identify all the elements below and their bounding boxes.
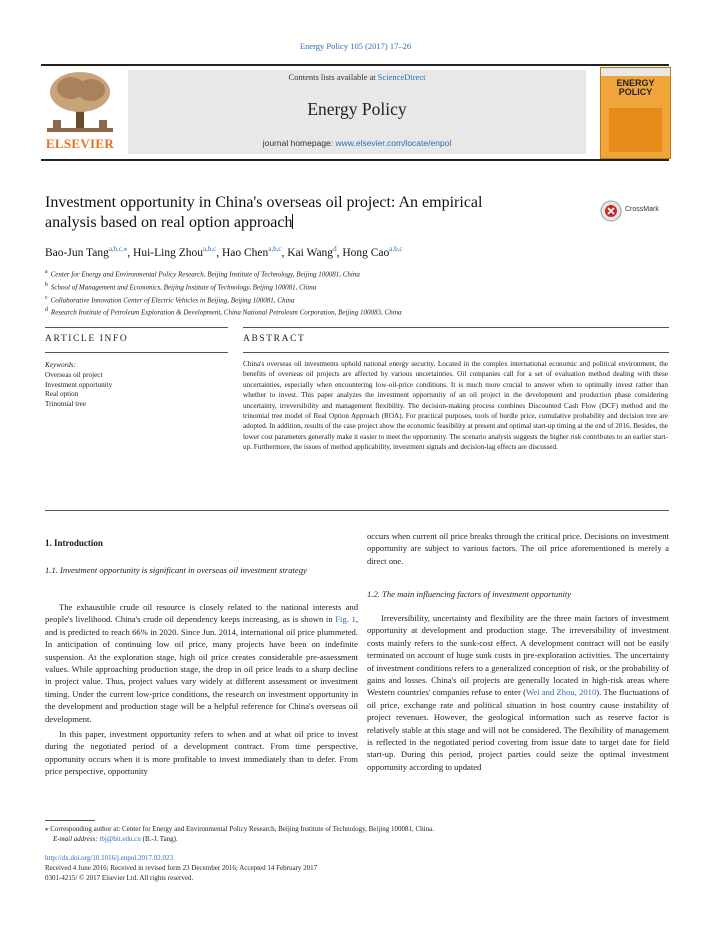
- author-affiliation-marks[interactable]: a,b,c: [389, 245, 403, 253]
- abstract-heading: ABSTRACT: [243, 334, 306, 344]
- abstract-heading-rule: [243, 352, 669, 353]
- abstract-text: China's overseas oil investments uphold national energy security. Located in the complex international economic and political environment, the benefits of overseas oil projects are affected by various uncertainties. Oil companies call for a set of evaluation method dealing with these uncertainties, especially when encountering low-oil-price conditions. It is much more crucial to answer when to optimally invest rather than whether to invest. This paper analyzes the investment opportunity of an oil project in the development and production phase considering uncertainty, irreversibility and management flexibility. The decision-making process combines Discounted Cash Flow (DCF) method and the trinomial tree model of Real Option Approach (ROA). For practical purposes, tools of hurdle price, cumulative probability and decision tree are adopted. In addition, results of the case project show the economic feasibility at present and optimal start-up timing at the end of 2016. Besides, the lower cost parameters generally make it easier to meet the opportunity. The scenario analysis suggests the higher risk contributes to an earlier start-up. Furthermore, the issues of method applicability, investment signals and decision-lag effects are discussed.: [243, 360, 668, 452]
- email-suffix: (B.-J. Tang).: [140, 835, 178, 843]
- author-affiliation-marks[interactable]: a,b,c: [268, 245, 282, 253]
- author-separator: ,: [216, 246, 222, 259]
- paper-title: [45, 193, 605, 233]
- email-line: [45, 834, 665, 844]
- paper-title-line2-text: analysis based on real option approach: [45, 214, 293, 231]
- doi-link[interactable]: http://dx.doi.org/10.1016/j.enpol.2017.02.023: [45, 854, 174, 862]
- body-paragraph-continued: occurs when current oil price breaks through the critical price. Decisions on investment opportunity are subject to various factors. The oil price aforementioned is merely a direct one.: [367, 531, 669, 566]
- affiliation-item: [45, 293, 402, 306]
- homepage-prefix: journal homepage:: [262, 138, 334, 148]
- elsevier-logo[interactable]: [41, 70, 119, 152]
- paper-title-line2: [45, 213, 605, 233]
- affiliation-mark: c: [45, 294, 48, 301]
- article-info-heading-rule: [45, 352, 228, 353]
- abstract-top-rule: [243, 327, 669, 328]
- contents-prefix: Contents lists available at: [288, 72, 376, 82]
- affiliation-item: [45, 305, 402, 318]
- email-label: E-mail address:: [53, 835, 98, 843]
- figure-1-link[interactable]: Fig. 1: [335, 614, 356, 625]
- affiliation-mark: a: [45, 269, 48, 275]
- author-affiliation-marks[interactable]: a,b,c,⁎: [108, 245, 128, 253]
- paper-title-line1: Investment opportunity in China's overseas oil project: An empirical: [45, 194, 483, 211]
- author-name[interactable]: Hong Cao: [342, 246, 390, 259]
- paragraph-text: , and is predicted to reach 66% in 2020. Since Jun. 2014, international oil price plummeted. In anticipation of continuing low oil price, many projects have been on indefinite suspension. At the exploration stage, high oil price creates considerable pre-assessment values. While approaching production stage, the drop in oil price leads to a sharp decline in project value. Thus, project values vary widely at different assessment or investment timing. Under the current low-price conditions, the research on investment opportunity in the development and production stage will be a helpful reference for China's overseas oil development.: [45, 614, 358, 724]
- body-paragraph: In this paper, investment opportunity refers to when and at what oil price to invest during the negotiated period of a development contract. From time perspective, opportunity occurs when it is more profitable to invest immediately than to defer. From price perspective, opportunity: [45, 729, 358, 777]
- affiliation-mark: d: [45, 307, 48, 314]
- affiliation-text: Research Institute of Petroleum Exploration & Development, China National Petroleum Corporation, Beijing 100083, China: [50, 308, 402, 317]
- keywords-label: Keywords:: [45, 361, 76, 369]
- body-right-column: [367, 612, 669, 773]
- author-name[interactable]: Kai Wang: [287, 246, 334, 259]
- text-cursor: [292, 214, 293, 229]
- author-separator: ,: [336, 246, 343, 259]
- author-affiliation-marks[interactable]: d: [333, 245, 337, 253]
- affiliation-text: School of Management and Economics, Beijing Institute of Technology, Beijing 100081, China: [50, 283, 317, 292]
- keyword-item: Real option: [45, 390, 79, 399]
- header-top-rule: [41, 64, 669, 66]
- affiliation-item: [45, 267, 402, 280]
- elsevier-tree-icon: [41, 70, 119, 136]
- affiliation-mark: b: [45, 281, 48, 288]
- cover-title: [601, 79, 670, 97]
- author-name[interactable]: Hui-Ling Zhou: [133, 246, 203, 259]
- contents-line: [128, 72, 586, 82]
- article-info-heading: ARTICLE INFO: [45, 334, 129, 344]
- journal-cover-thumbnail[interactable]: [600, 67, 671, 159]
- subsection-1-2-heading: 1.2. The main influencing factors of investment opportunity: [367, 589, 572, 599]
- author-name[interactable]: Hao Chen: [221, 246, 269, 259]
- sciencedirect-link[interactable]: ScienceDirect: [377, 72, 426, 82]
- cover-top-band: [601, 68, 670, 76]
- copyright-line: 0301-4215/ © 2017 Elsevier Ltd. All rights reserved.: [45, 874, 194, 882]
- paragraph-text: ). The fluctuations of oil price, exchange rate and political situation in host country cause instability of project revenues. However, the geological information such as reserve factor is relatively stable at this stage and will not be considered. The flexibility of management is reflected in the negotiated period covering from issue date to target date for field start-up. During this period, project parties could seize the optimal investment opportunity according to updated: [367, 687, 669, 772]
- affiliation-item: [45, 280, 402, 293]
- corresponding-author-footnote: [45, 824, 665, 844]
- journal-homepage-link[interactable]: www.elsevier.com/locate/enpol: [335, 138, 452, 148]
- author-affiliation-marks[interactable]: a,b,c: [203, 245, 217, 253]
- crossmark-label: CrossMark: [625, 206, 659, 213]
- keyword-item: Overseas oil project: [45, 370, 103, 379]
- body-paragraph: [367, 612, 669, 773]
- author-separator: ,: [127, 246, 134, 259]
- journal-reference[interactable]: Energy Policy 105 (2017) 17–26: [299, 41, 412, 51]
- corresponding-author-text: ⁎ Corresponding author at: Center for Energy and Environmental Policy Research, Beijing Institute of Technology, Beijing 100081, China.: [45, 825, 434, 833]
- affiliations: [45, 267, 402, 318]
- header-bottom-rule: [41, 159, 669, 161]
- author-email-link[interactable]: tbj@bit.edu.cn: [99, 835, 141, 843]
- elsevier-wordmark: ELSEVIER: [45, 136, 115, 151]
- journal-homepage-line: [128, 138, 586, 148]
- abstract-bottom-rule: [45, 510, 669, 511]
- subsection-1-1-heading: 1.1. Investment opportunity is significant in overseas oil investment strategy: [45, 565, 307, 575]
- body-right-column-top: [367, 530, 669, 567]
- paragraph-text: The exhaustible crude oil resource is closely related to the national interests and people's livelihood. China's crude oil dependency keeps increasing, as is shown in: [45, 602, 358, 625]
- cover-art: [609, 108, 662, 152]
- body-left-column: [45, 601, 358, 778]
- journal-title: Energy Policy: [307, 99, 407, 119]
- crossmark-icon: [600, 200, 622, 222]
- article-info-top-rule: [45, 327, 228, 328]
- cover-title-line2: POLICY: [618, 87, 653, 97]
- author-separator: ,: [281, 246, 288, 259]
- crossmark-badge[interactable]: [600, 198, 670, 224]
- affiliation-text: Collaborative Innovation Center of Electric Vehicles in Beijing, Beijing 100081, China: [50, 295, 295, 304]
- wei-zhou-2010-citation-link[interactable]: Wei and Zhou, 2010: [525, 687, 597, 698]
- affiliation-text: Center for Energy and Environmental Policy Research, Beijing Institute of Technology, Beijing 100081, China: [50, 270, 360, 279]
- keywords-block: [45, 361, 112, 410]
- cover-title-line1: ENERGY: [616, 78, 655, 88]
- author-list: [45, 245, 403, 259]
- section-1-heading: 1. Introduction: [45, 538, 103, 548]
- author-name[interactable]: Bao-Jun Tang: [45, 246, 109, 259]
- body-paragraph: [45, 601, 358, 725]
- footnote-rule: [45, 820, 95, 821]
- keyword-item: Investment opportunity: [45, 380, 113, 389]
- paragraph-text: Irreversibility, uncertainty and flexibility are the three main factors of investment opportunity at development and production stage. The irreversibility of investment costs mainly refers to the sunk-cost effect. A development contract will not be easily terminated on account of huge sunk costs in pre-exploration activities. The uncertainty of investment conditions refers to a generalized conception of risk, or the probability of gains and losses. China's oil projects are generally located in high-risk areas where Western countries' companies refuse to enter (: [367, 613, 669, 698]
- received-dates: Received 4 June 2016; Received in revised form 23 December 2016; Accepted 14 February 2017: [45, 864, 318, 872]
- keyword-item: Trinomial tree: [45, 400, 87, 409]
- article-metadata-footer: [45, 853, 665, 883]
